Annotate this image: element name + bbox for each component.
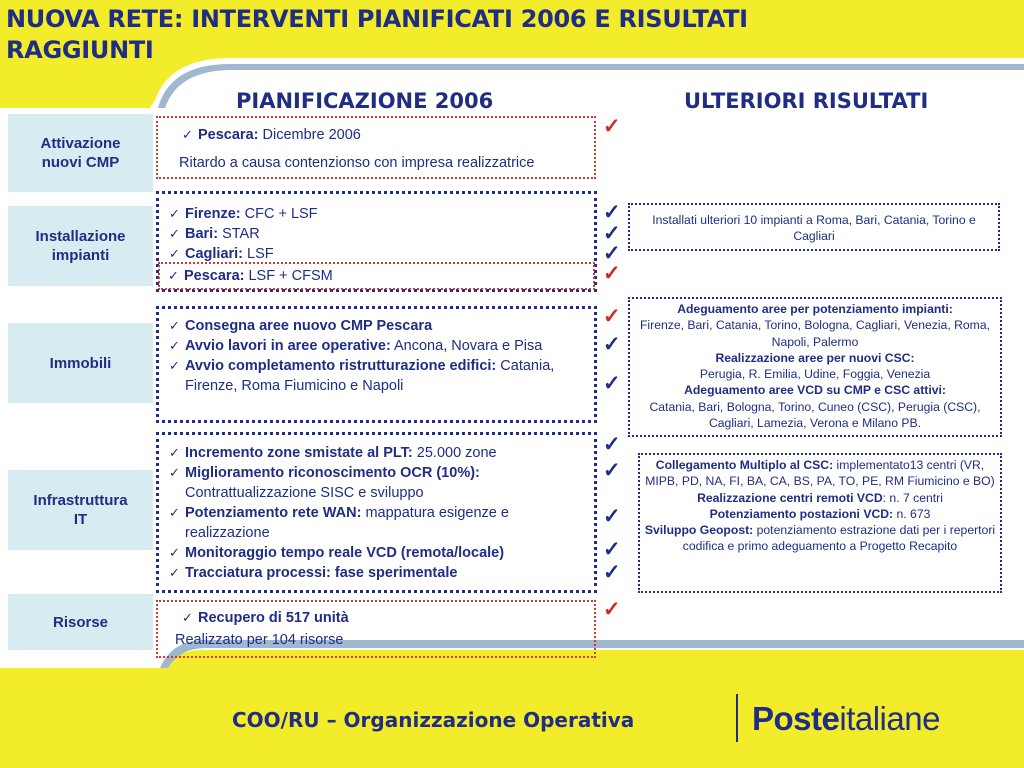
- item-bold: Potenziamento rete WAN:: [185, 505, 362, 521]
- page-title: [6, 4, 906, 66]
- result-text: implementato13 centri (VR, MIPB, PD, NA, FI, BA, CA, BS, PA, TO, PE, RM Fiumicino e BO): [645, 458, 995, 489]
- status-check-icon: ✓: [603, 561, 621, 584]
- list-item: [163, 224, 583, 244]
- attivazione-box: [156, 116, 596, 179]
- item-text: Dicembre 2006: [258, 127, 361, 143]
- check-icon: ✓: [169, 206, 180, 221]
- status-check-icon: ✓: [603, 201, 621, 224]
- immobili-list: [163, 316, 577, 396]
- status-check-icon: ✓: [603, 305, 621, 328]
- check-icon: ✓: [169, 358, 180, 373]
- risorse-note: Realizzato per 104 risorse: [175, 632, 344, 648]
- item-text: mappatura esigenze e realizzazione: [185, 505, 509, 541]
- result-text: n. 673: [893, 506, 931, 521]
- result-heading: Potenziamento postazioni VCD:: [709, 506, 894, 521]
- side-label-line: IT: [73, 511, 88, 528]
- result-text: : n. 7 centri: [882, 490, 943, 505]
- side-label-installazione: [8, 206, 153, 286]
- item-bold: Incremento zone smistate al PLT:: [185, 445, 413, 461]
- list-item: [163, 543, 577, 563]
- check-icon: ✓: [169, 465, 180, 480]
- side-label-immobili: [8, 323, 153, 403]
- immobili-result-box: [628, 297, 1002, 437]
- result-heading: Adeguamento aree VCD su CMP e CSC attivi:: [684, 383, 946, 398]
- status-check-icon: ✓: [603, 538, 621, 561]
- list-item: [163, 244, 583, 264]
- result-heading: Collegamento Multiplo al CSC:: [655, 458, 834, 472]
- side-label-line: Installazione: [35, 228, 126, 245]
- item-text: Catania, Firenze, Roma Fiumicino e Napoli: [185, 358, 555, 394]
- list-item: [163, 316, 577, 336]
- title-line-2: RAGGIUNTI: [6, 36, 154, 64]
- item-text: CFC + LSF: [240, 206, 318, 222]
- side-label-line: Immobili: [49, 354, 112, 372]
- title-line-1: NUOVA RETE: INTERVENTI PIANIFICATI 2006 E RISULTATI: [6, 5, 748, 33]
- list-item: [163, 563, 577, 583]
- column-header-left: PIANIFICAZIONE 2006: [236, 89, 494, 113]
- infrastruttura-box: [156, 432, 597, 593]
- item-text: Contrattualizzazione SISC e sviluppo: [185, 485, 424, 501]
- item-bold: Recupero di 517 unità: [198, 610, 349, 626]
- logo-light: italiane: [839, 700, 940, 737]
- side-label-line: Risorse: [52, 613, 109, 631]
- installazione-result-box: [628, 203, 1000, 251]
- footer-divider: [736, 694, 738, 742]
- item-text: STAR: [218, 226, 260, 242]
- status-check-icon: ✓: [603, 115, 621, 138]
- status-check-icon: ✓: [603, 433, 621, 456]
- status-check-icon: ✓: [603, 372, 621, 395]
- item-bold: Consegna aree nuovo CMP Pescara: [185, 318, 433, 334]
- check-icon: ✓: [169, 565, 180, 580]
- item-bold: Tracciatura processi: fase sperimentale: [185, 565, 458, 581]
- infrastruttura-result-box: [638, 453, 1002, 593]
- column-header-right: ULTERIORI RISULTATI: [684, 89, 929, 113]
- side-label-infrastruttura: [8, 470, 153, 550]
- side-label-attivazione: [8, 114, 153, 192]
- result-heading: Realizzazione centri remoti VCD: [697, 490, 883, 505]
- side-label-risorse: [8, 594, 153, 650]
- result-text: Catania, Bari, Bologna, Torino, Cuneo (CSC), Perugia (CSC), Cagliari, Lamezia, Verona e Milano PB.: [649, 399, 981, 431]
- posteitaliane-logo: [752, 700, 940, 738]
- result-heading: Adeguamento aree per potenziamento impianti:: [677, 302, 953, 316]
- check-icon: ✓: [169, 246, 180, 261]
- side-label-line: Attivazione: [40, 135, 121, 152]
- check-icon: ✓: [169, 545, 180, 560]
- item-bold: Cagliari:: [185, 246, 244, 262]
- check-icon: ✓: [169, 338, 180, 353]
- side-label-line: impianti: [51, 247, 110, 264]
- item-bold: Pescara:: [198, 127, 259, 143]
- item-bold: Avvio completamento ristrutturazione edifici:: [185, 358, 497, 374]
- list-item: [163, 443, 577, 463]
- immobili-box: [156, 306, 597, 423]
- check-icon: ✓: [169, 226, 180, 241]
- item-bold: Bari:: [185, 226, 219, 242]
- item-text: LSF + CFSM: [244, 268, 333, 284]
- status-check-icon: ✓: [603, 459, 621, 482]
- check-icon: ✓: [169, 445, 180, 460]
- item-text: Ancona, Novara e Pisa: [390, 338, 543, 354]
- installazione-list: [163, 204, 583, 264]
- footer-title: COO/RU – Organizzazione Operativa: [232, 708, 635, 732]
- logo-bold: Poste: [752, 700, 840, 737]
- list-item: [162, 266, 333, 286]
- immobili-result-text: [630, 299, 1000, 431]
- item-bold: Monitoraggio tempo reale VCD (remota/locale): [185, 545, 505, 561]
- item-bold: Avvio lavori in aree operative:: [185, 338, 391, 354]
- status-check-icon: ✓: [603, 505, 621, 528]
- side-label-line: Infrastruttura: [33, 492, 128, 509]
- list-item: [163, 336, 577, 356]
- status-check-icon: ✓: [603, 222, 621, 245]
- check-icon: ✓: [168, 268, 179, 283]
- result-heading: Realizzazione aree per nuovi CSC:: [715, 350, 915, 365]
- result-text: Firenze, Bari, Catania, Torino, Bologna, Cagliari, Venezia, Roma, Napoli, Palermo: [639, 318, 990, 349]
- item-bold: Firenze:: [185, 206, 241, 222]
- check-icon: ✓: [169, 318, 180, 333]
- infrastruttura-result-text: [640, 455, 1000, 555]
- check-icon: ✓: [169, 505, 180, 520]
- risorse-box: [156, 600, 596, 658]
- status-check-icon: ✓: [603, 333, 621, 356]
- result-heading: Sviluppo Geopost:: [644, 523, 754, 538]
- check-icon: ✓: [182, 127, 193, 142]
- installazione-result-text: Installati ulteriori 10 impianti a Roma, Bari, Catania, Torino e Cagliari: [652, 213, 976, 244]
- attivazione-note: Ritardo a causa contenzionso con impresa realizzatrice: [179, 155, 535, 171]
- result-text: potenziamento estrazione dati per i repertori codifica e primo adeguamento a Progetto Recapito: [682, 523, 996, 554]
- item-bold: Pescara:: [184, 268, 245, 284]
- side-label-line: nuovi CMP: [41, 154, 120, 171]
- check-icon: ✓: [182, 610, 193, 625]
- list-item: [163, 356, 577, 396]
- result-text: Perugia, R. Emilia, Udine, Foggia, Venezia: [699, 367, 931, 382]
- list-item: [163, 204, 583, 224]
- item-text: 25.000 zone: [412, 445, 497, 461]
- status-check-icon: ✓: [603, 262, 621, 285]
- list-item: [176, 608, 349, 628]
- infrastruttura-list: [163, 443, 577, 583]
- item-bold: Miglioramento riconoscimento OCR (10%):: [185, 465, 480, 481]
- pescara-highlight-box: [158, 262, 595, 290]
- status-check-icon: ✓: [603, 598, 621, 621]
- status-check-icon: ✓: [603, 242, 621, 265]
- item-text: LSF: [243, 246, 274, 262]
- list-item: [163, 503, 577, 543]
- list-item: [176, 125, 361, 145]
- list-item: [163, 463, 577, 503]
